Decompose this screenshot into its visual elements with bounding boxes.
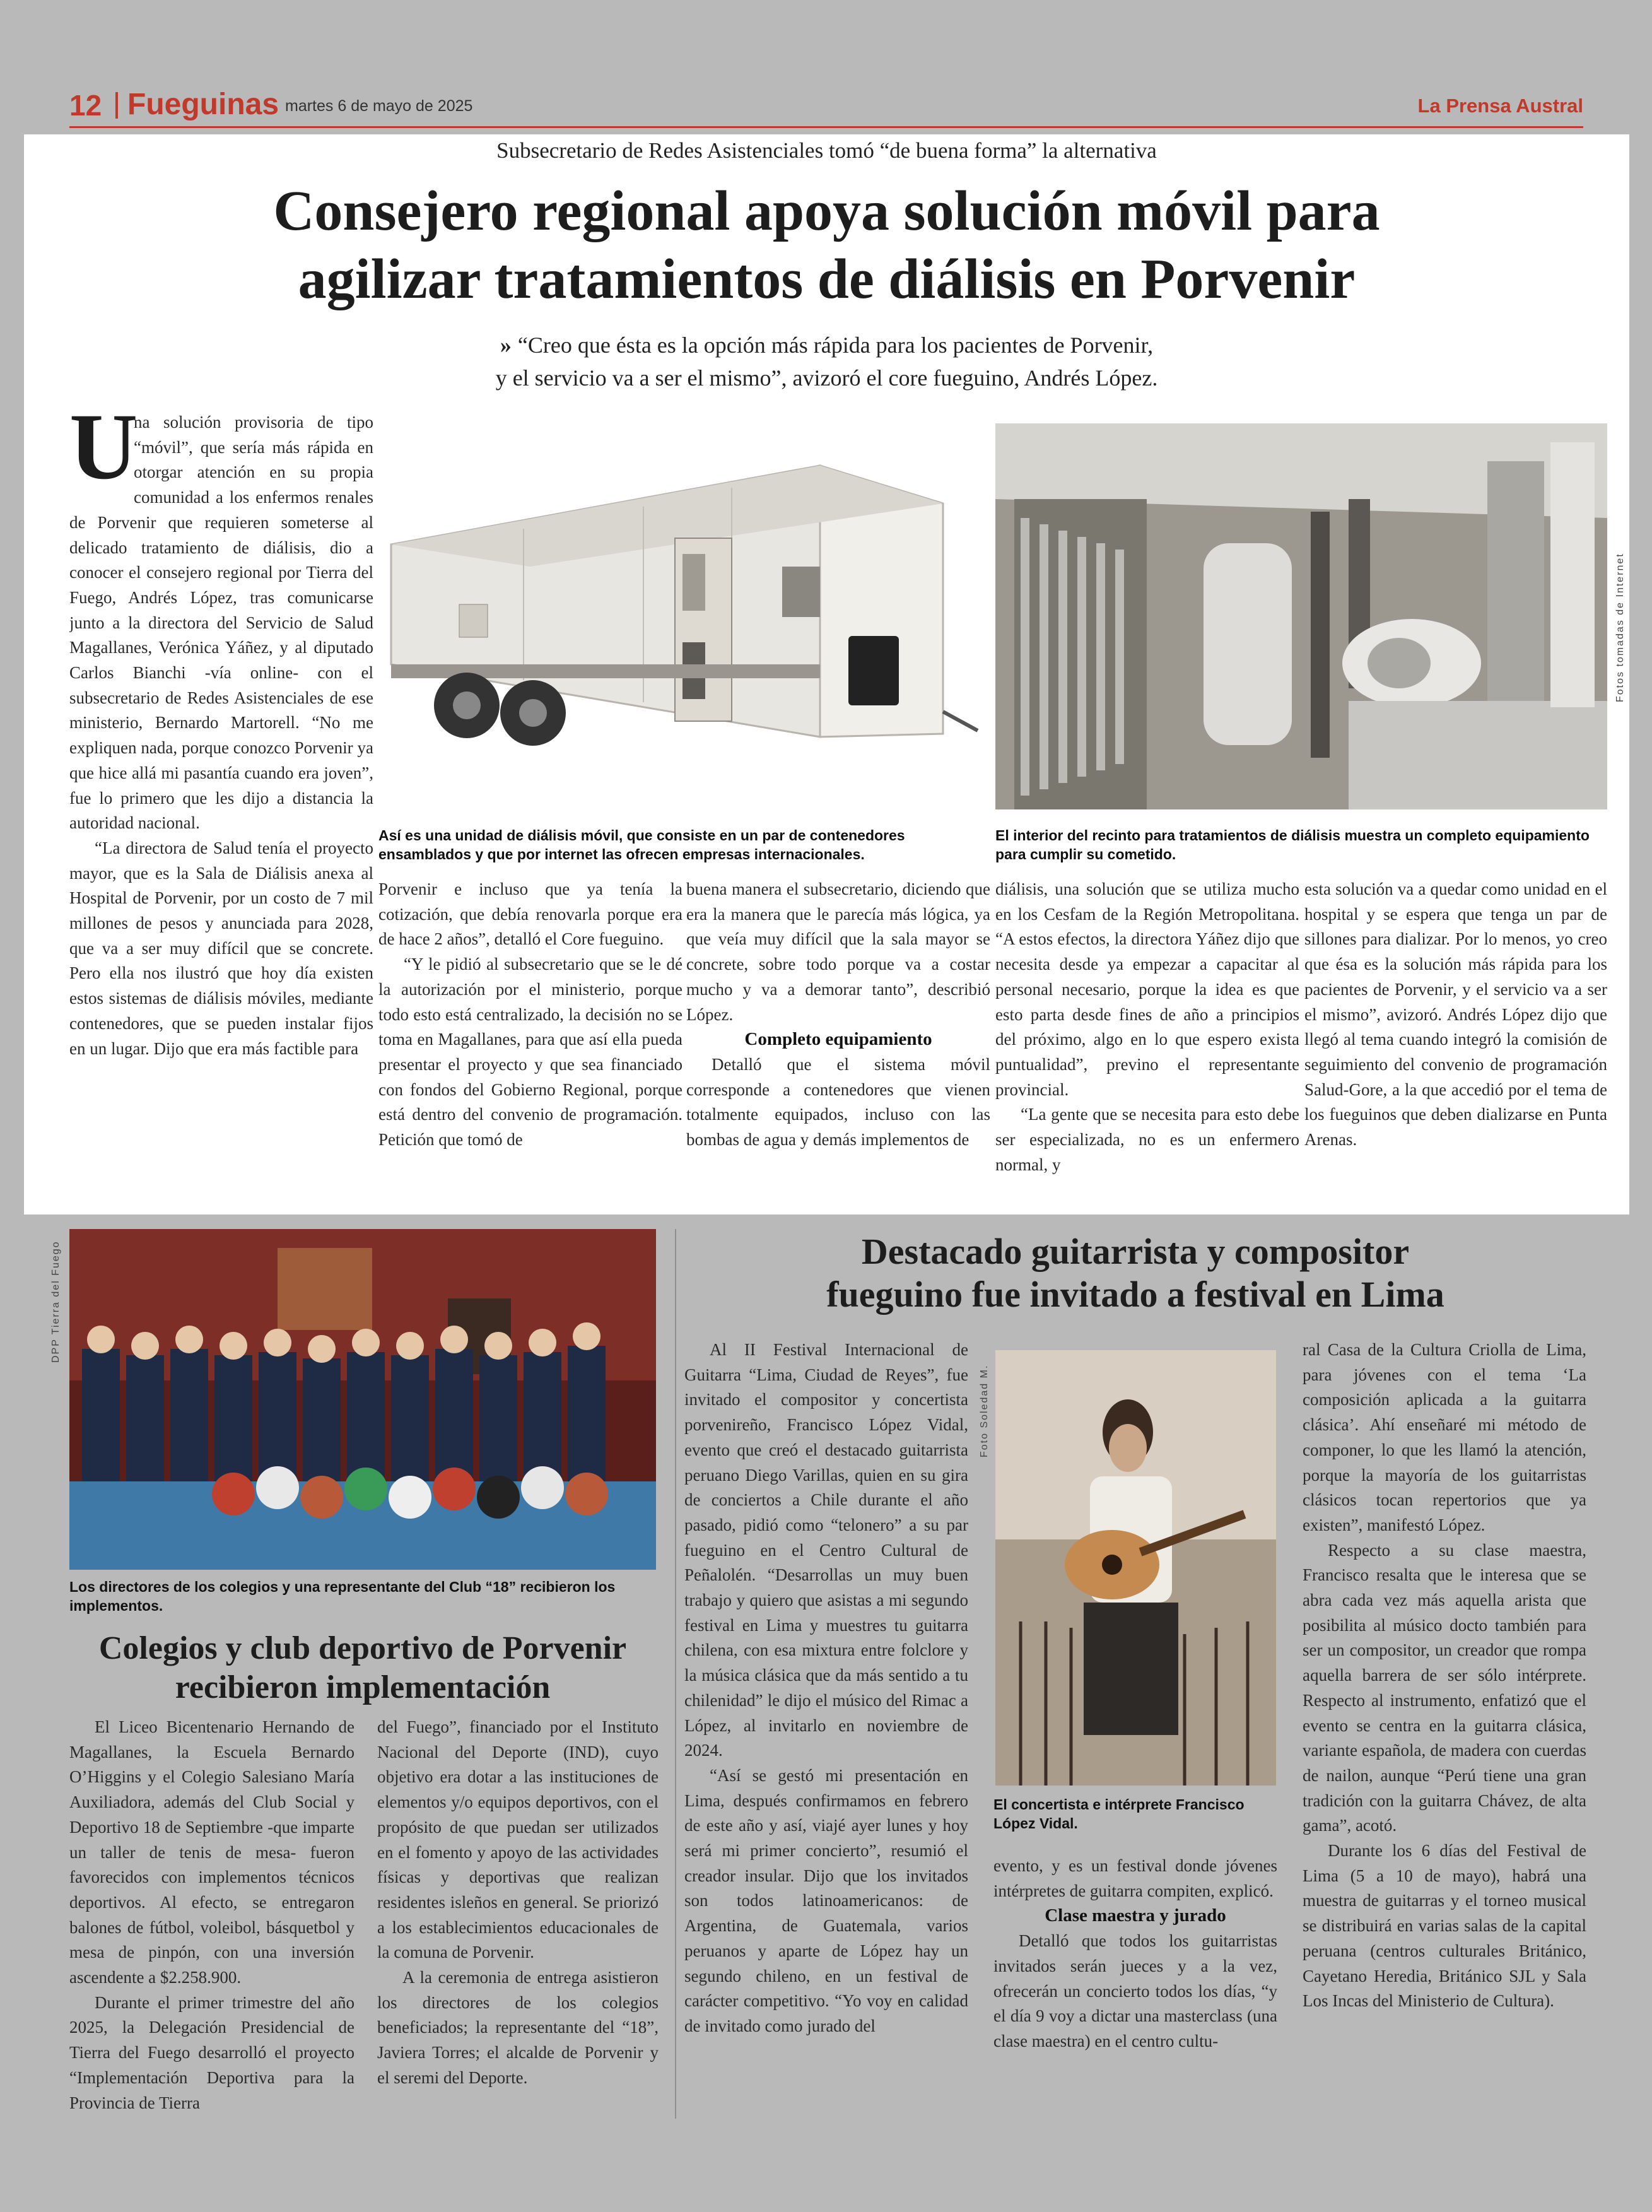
paragraph: Detalló que todos los guitarristas invitados serán jueces y a la vez, ofrecerán un concierto todos los días, “y el día 9 voy a dictar una masterclass (una clase maestra) en el centro cultu- xyxy=(993,1931,1277,2050)
section-name: Fueguinas xyxy=(127,88,279,121)
photo-credit-dpp: DPP Tierra del Fuego xyxy=(50,1240,61,1363)
issue-date: martes 6 de mayo de 2025 xyxy=(285,97,473,115)
paragraph: A la ceremonia de entrega asistieron los directores de los colegios beneficiados; la representante del “18”, Javiera Torres; el alcalde de Porvenir y el seremi del Deporte. xyxy=(377,1968,659,2087)
header-rule xyxy=(69,126,1583,128)
guitarist-caption: El concertista e intérprete Francisco López Vidal. xyxy=(993,1796,1245,1832)
paragraph: diálisis, una solución que se utiliza mucho en los Cesfam de la Región Metropolitana. “A estos efectos, la directora Yáñez dijo que necesita desde ya empezar a capacitar al personal necesario, porque la idea es que esto parta desde fines de año a principios del próximo, algo en lo que espero exista puntualidad”, previno el representante provincial. xyxy=(995,880,1299,1099)
headline-line-1: Colegios y club deportivo de Porvenir xyxy=(98,1630,627,1666)
article-summary xyxy=(24,329,1629,394)
header-divider xyxy=(115,92,118,119)
subhead: Clase maestra y jurado xyxy=(1045,1905,1226,1926)
paragraph: El Liceo Bicentenario Hernando de Magallanes, la Escuela Bernardo O’Higgins y el Colegio Salesiano María Auxiliadora, además del Club Social y Deportivo 18 de Septiembre -que imparte un taller de tenis de mesa- fueron favorecidos con implementos técnicos deportivos. Al efecto, se entregaron balones de fútbol, voleibol, básquetbol y mesa de pinpón, con una inversión ascendente a $2.258.900. xyxy=(69,1717,354,1987)
dialysis-interior-photo xyxy=(995,423,1607,809)
headline-line-2: agilizar tratamientos de diálisis en Porvenir xyxy=(298,248,1356,310)
paragraph: buena manera el subsecretario, diciendo que era la manera que le parecía más lógica, ya que veía muy difícil que la sala mayor se concrete, sobre todo porque va a costar mucho y va a demorar tanto”, describió López. xyxy=(686,880,990,1024)
paragraph: “Así se gestó mi presentación en Lima, después confirmamos en febrero de este año y así, viajé ayer lunes y hoy será mi primer concierto”, resumió el creador insular. Dijo que los invitados son todos latinoamericanos: de Argentina, de Guatemala, varios peruanos y aparte de López hay un segundo chileno, en un festival de carácter competitivo. “Yo voy en calidad de invitado como jurado del xyxy=(684,1765,968,2035)
article-column-3 xyxy=(686,877,990,1205)
article-kicker: Subsecretario de Redes Asistenciales tomó “de buena forma” la alternativa xyxy=(496,138,1157,163)
headline-line-2: recibieron implementación xyxy=(175,1669,551,1705)
article-column-1 xyxy=(69,410,373,1211)
photo-credit-internet: Fotos tomadas de Internet xyxy=(1615,553,1626,702)
headline-line-2: fueguino fue invitado a festival en Lima xyxy=(826,1274,1444,1315)
schools-column-2 xyxy=(377,1715,659,2112)
summary-line-1: » “Creo que ésta es la opción más rápida para los pacientes de Porvenir, xyxy=(500,332,1154,358)
paragraph: “La gente que se necesita para esto debe ser especializada, no es un enfermero normal, y xyxy=(995,1105,1299,1174)
article-column-2 xyxy=(378,877,682,1205)
paragraph: Porvenir e incluso que ya tenía la cotización, que debía renovarla porque era de hace 2 años”, detalló el Core fueguino. xyxy=(378,880,682,949)
paragraph: Al II Festival Internacional de Guitarra “Lima, Ciudad de Reyes”, fue invitado el compositor y concertista porvenireño, Francisco López Vidal, evento que creó el destacado guitarrista peruano Diego Varillas, quien en su gira de conciertos a Chile durante el año pasado, pidió como “telonero” a su par fueguino en el Centro Cultural de Peñalolén. “Desarrollas un muy buen trabajo y quiero que asistas a mi segundo festival en Lima y muestres tu guitarra chilena, con esa mixtura entre folclore y la música clásica que da más sentido a tu chilenidad” le dijo el músico del Rimac a López, al invitarlo en noviembre de 2024. xyxy=(684,1340,968,1760)
paragraph: del Fuego”, financiado por el Instituto Nacional del Deporte (IND), cuyo objetivo era dotar a las instituciones de elementos y/o equipos deportivos, con el propósito de que puedan ser utilizados en el fomento y apoyo de las actividades físicas y deportivas que realizan residentes isleños en general. Se priorizó a los establecimientos educacionales de la comuna de Porvenir. xyxy=(377,1717,659,1962)
schools-caption: Los directores de los colegios y una representante del Club “18” recibieron los implementos. xyxy=(69,1579,616,1614)
article-dialysis xyxy=(24,134,1629,1215)
page-number: 12 xyxy=(69,89,102,122)
guitarist-photo xyxy=(995,1350,1276,1785)
paragraph: Durante los 6 días del Festival de Lima (5 a 10 de mayo), habrá una muestra de guitarras y el torneo musical se distribuirá en varias salas de la capital peruana (centros culturales Británico, Cayetano Heredia, Británico SJL y Sala Los Incas del Ministerio de Cultura). xyxy=(1303,1841,1586,2011)
paragraph: evento, y es un festival donde jóvenes intérpretes de guitarra compiten, explicó. xyxy=(993,1856,1277,1900)
paragraph: ral Casa de la Cultura Criolla de Lima, para jóvenes con el tema ‘La composición aplicada a la guitarra clásica’. Ahí enseñaré mi método de componer, lo que les llamó la atención, porque la mayoría de los guitarristas clásicos tocan repertorios que ya existen”, manifestó López. xyxy=(1303,1340,1586,1534)
page-header xyxy=(69,88,1583,127)
column-divider xyxy=(675,1229,676,2119)
masthead: La Prensa Austral xyxy=(1417,95,1583,117)
double-chevron-icon: » xyxy=(500,332,512,358)
paragraph: Detalló que el sistema móvil corresponde a contenedores que vienen totalmente equipados, incluso con las bombas de agua y demás implementos de xyxy=(686,1054,990,1150)
paragraph: na solución provisoria de tipo “móvil”, que sería más rápida en otorgar atención en su propia comunidad a los enfermos renales de Porvenir que requieren someterse al delicado tratamiento de diálisis, dio a conocer el consejero regional por Tierra del Fuego, Andrés López, tras comunicarse junto a la directora del Servicio de Salud Magallanes, Verónica Yáñez, y al diputado Carlos Bianchi -vía online- con el subsecretario de Redes Asistenciales de ese ministerio, Bernardo Martorell. “No me expliquen nada, porque conozco Porvenir ya que hice allá mi pasantía cuando era joven”, fue lo primero que les dijo a distancia la autoridad nacional. xyxy=(69,413,373,833)
schools-headline xyxy=(69,1629,656,1707)
article-column-5 xyxy=(1304,877,1607,1205)
drop-cap: U xyxy=(69,394,138,499)
trailer-photo xyxy=(378,415,981,951)
article-headline xyxy=(24,177,1629,314)
guitarist-column-1 xyxy=(684,1338,968,2126)
paragraph: “La directora de Salud tenía el proyecto mayor, que es la Sala de Diálisis anexa al Hospital de Porvenir, por un costo de 7 mil millones de pesos y anunciada para 2028, que va a ser muy difícil que se concrete. Pero ella nos ilustró que hoy día existen estos sistemas de diálisis móviles, mediante contenedores, que se pueden instalar fijos en un lugar. Dijo que era más factible para xyxy=(69,838,373,1058)
schools-column-1 xyxy=(69,1715,354,2175)
photo-credit-foto: Foto Soledad M. xyxy=(979,1364,990,1457)
paragraph: Durante el primer trimestre del año 2025, la Delegación Presidencial de Tierra del Fuego desarrolló el proyecto “Implementación Deportiva para la Provincia de Tierra xyxy=(69,1992,354,2112)
subhead: Completo equipamiento xyxy=(744,1029,932,1050)
paragraph: “Y le pidió al subsecretario que se le dé la autorización por el ministerio, porque todo esto está centralizado, la decisión no se toma en Magallanes, para que así ella pueda presentar el proyecto y que sea financiado con fondos del Gobierno Regional, porque está dentro del convenio de programación. Petición que tomó de xyxy=(378,955,682,1150)
article-column-4 xyxy=(995,877,1299,1205)
paragraph: esta solución va a quedar como unidad en el hospital y se espera que tenga un par de sillones para dializar. Por lo menos, yo creo que ésa es la solución más rápida para los pacientes de Porvenir, y el servicio va a ser el mismo”, avizoró. Andrés López dijo que llegó al tema cuando integró la comisión de seguimiento del convenio de programación Salud-Gore, a la que accedió por el tema de los fueguinos que deben dializarse en Punta Arenas. xyxy=(1304,880,1607,1150)
headline-line-1: Destacado guitarrista y compositor xyxy=(861,1231,1410,1272)
summary-line-2: y el servicio va a ser el mismo”, avizoró el core fueguino, Andrés López. xyxy=(495,365,1158,391)
guitarist-column-2 xyxy=(993,1854,1277,2119)
guitarist-column-3 xyxy=(1303,1338,1586,2126)
interior-caption: El interior del recinto para tratamientos de diálisis muestra un completo equipamiento para cumplir su cometido. xyxy=(995,827,1590,862)
schools-group-photo xyxy=(69,1229,656,1570)
paragraph: Respecto a su clase maestra, Francisco resalta que le interesa que se abra cada vez más aquella arista que posibilita al músico docto también para ser un compositor, un creador que rompa aquella barrera de ser sólo intérprete. Respecto al instrumento, enfatizó que el evento se centra en la guitarra clásica, variante española, de madera con cuerdas de nailon, aunque “Perú tiene una gran tradición con la guitarra Chávez, de alta gama”, acotó. xyxy=(1303,1540,1586,1835)
trailer-caption: Así es una unidad de diálisis móvil, que consiste en un par de contenedores ensamblados y que por internet las ofrecen empresas internacionales. xyxy=(378,827,905,862)
headline-line-1: Consejero regional apoya solución móvil para xyxy=(273,180,1380,242)
guitarist-headline xyxy=(688,1230,1583,1316)
